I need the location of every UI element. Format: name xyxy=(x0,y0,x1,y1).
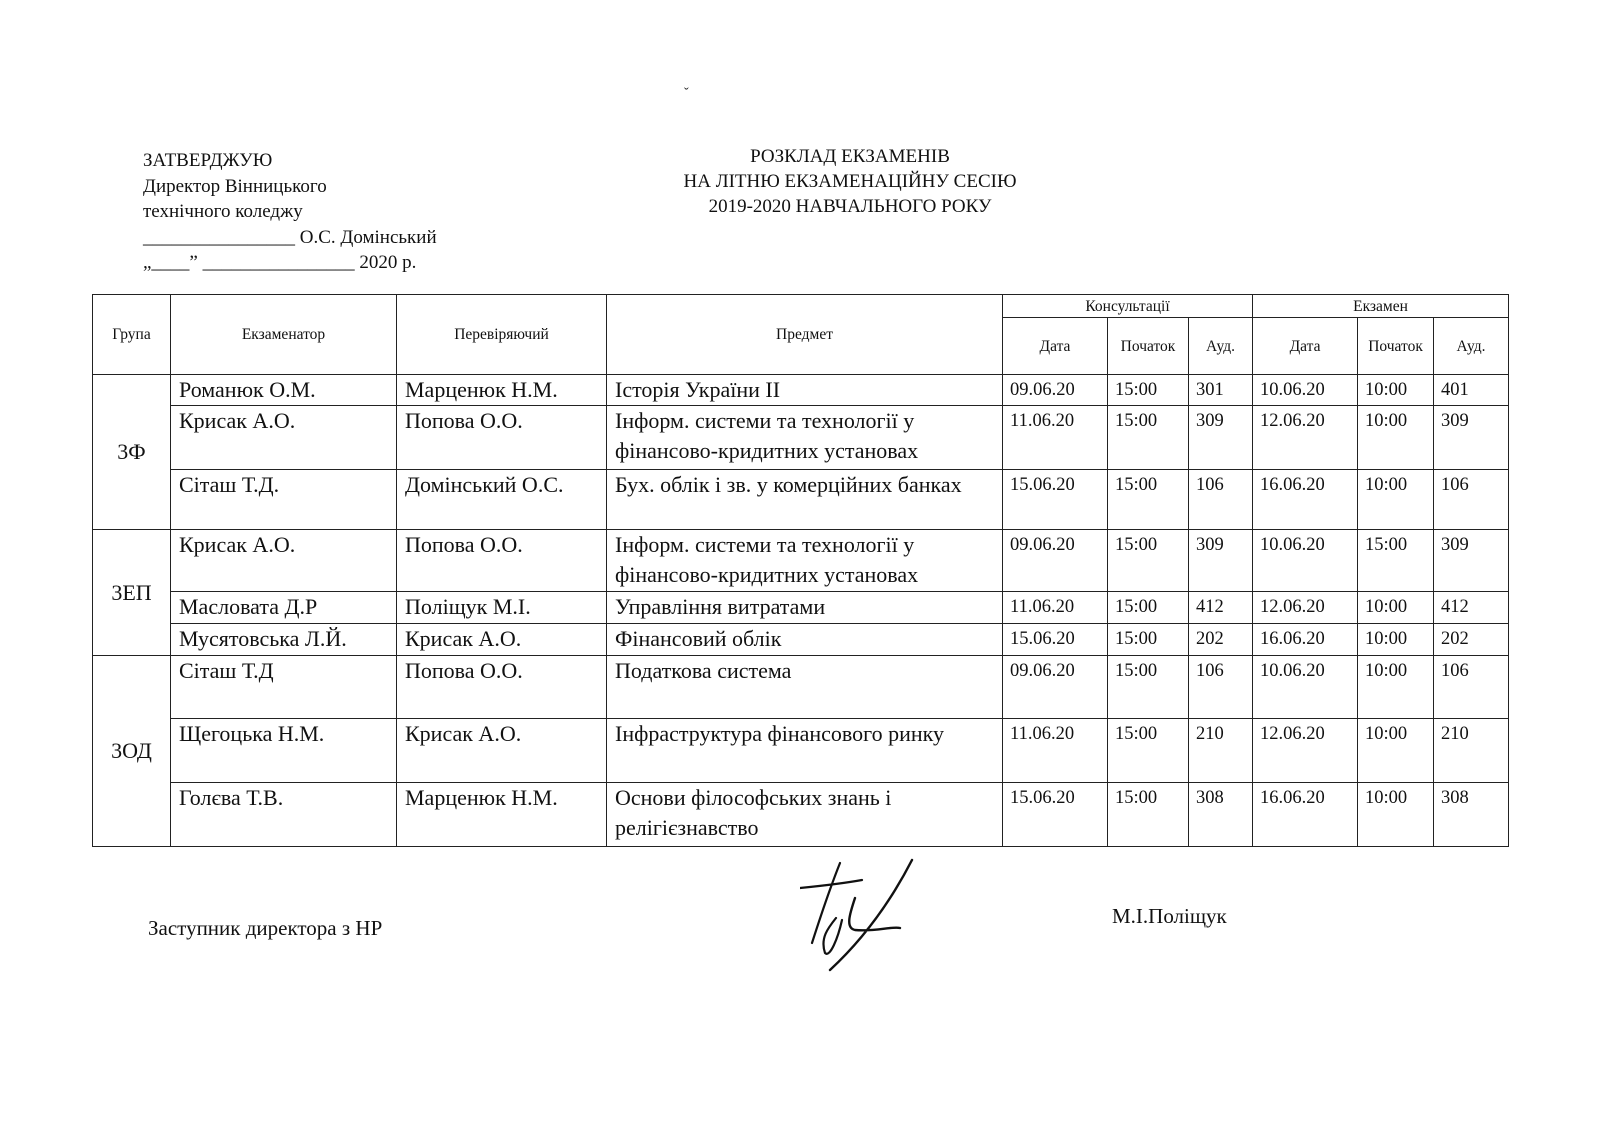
exam-time-cell: 10:00 xyxy=(1358,470,1434,530)
exam-time-cell: 10:00 xyxy=(1358,406,1434,470)
title-line-1: РОЗКЛАД ЕКЗАМЕНІВ xyxy=(750,146,950,167)
scan-mark: ˇ xyxy=(684,86,689,101)
checker-cell: Крисак А.О. xyxy=(397,624,607,656)
examiner-cell: Крисак А.О. xyxy=(171,530,397,592)
approval-block xyxy=(143,148,523,276)
examiner-cell: Голєва Т.В. xyxy=(171,783,397,847)
exam-room-cell: 106 xyxy=(1434,656,1509,719)
subject-cell: Інформ. системи та технології у фінансово-кридитних установах xyxy=(607,406,1003,470)
approval-date-line: „____” ________________ 2020 р. xyxy=(143,252,417,273)
examiner-cell: Мусятовська Л.Й. xyxy=(171,624,397,656)
checker-cell: Поліщук М.І. xyxy=(397,592,607,624)
exam-date-cell: 12.06.20 xyxy=(1253,406,1358,470)
consult-date-cell: 11.06.20 xyxy=(1003,406,1108,470)
table-row xyxy=(93,375,1509,406)
header-examiner: Екзаменатор xyxy=(171,295,397,375)
consult-room-cell: 301 xyxy=(1189,375,1253,406)
examiner-cell: Сіташ Т.Д xyxy=(171,656,397,719)
title-line-3: 2019-2020 НАВЧАЛЬНОГО РОКУ xyxy=(708,196,992,217)
group-cell: 3Ф xyxy=(93,375,171,530)
exam-schedule-table xyxy=(92,294,1509,847)
approval-signature-line: ________________ О.С. Домінський xyxy=(143,226,437,248)
consult-date-cell: 11.06.20 xyxy=(1003,719,1108,783)
consult-date-cell: 11.06.20 xyxy=(1003,592,1108,624)
header-consultations: Консультації xyxy=(1003,295,1253,318)
exam-time-cell: 10:00 xyxy=(1358,624,1434,656)
consult-room-cell: 309 xyxy=(1189,530,1253,592)
table-row xyxy=(93,592,1509,624)
header-consult-room: Ауд. xyxy=(1189,318,1253,375)
header-consult-date: Дата xyxy=(1003,318,1108,375)
consult-time-cell: 15:00 xyxy=(1108,656,1189,719)
table-row xyxy=(93,530,1509,592)
checker-cell: Попова О.О. xyxy=(397,406,607,470)
signatory-name: М.І.Поліщук xyxy=(1112,904,1227,928)
consult-date-cell: 15.06.20 xyxy=(1003,783,1108,847)
examiner-cell: Романюк О.М. xyxy=(171,375,397,406)
checker-cell: Домінський О.С. xyxy=(397,470,607,530)
consult-time-cell: 15:00 xyxy=(1108,470,1189,530)
examiner-cell: Щегоцька Н.М. xyxy=(171,719,397,783)
checker-cell: Попова О.О. xyxy=(397,656,607,719)
examiner-cell: Крисак А.О. xyxy=(171,406,397,470)
approval-heading: ЗАТВЕРДЖУЮ xyxy=(143,150,273,171)
subject-cell: Інформ. системи та технології у фінансово-кридитних установах xyxy=(607,530,1003,592)
checker-cell: Марценюк Н.М. xyxy=(397,375,607,406)
exam-time-cell: 15:00 xyxy=(1358,530,1434,592)
subject-cell: Інфраструктура фінансового ринку xyxy=(607,719,1003,783)
exam-date-cell: 12.06.20 xyxy=(1253,592,1358,624)
checker-cell: Марценюк Н.М. xyxy=(397,783,607,847)
exam-room-cell: 308 xyxy=(1434,783,1509,847)
checker-cell: Крисак А.О. xyxy=(397,719,607,783)
subject-cell: Фінансовий облік xyxy=(607,624,1003,656)
signature-mark xyxy=(800,858,940,978)
exam-time-cell: 10:00 xyxy=(1358,656,1434,719)
exam-date-cell: 10.06.20 xyxy=(1253,530,1358,592)
exam-room-cell: 412 xyxy=(1434,592,1509,624)
examiner-cell: Масловата Д.Р xyxy=(171,592,397,624)
consult-time-cell: 15:00 xyxy=(1108,783,1189,847)
subject-cell: Управління витратами xyxy=(607,592,1003,624)
consult-date-cell: 09.06.20 xyxy=(1003,656,1108,719)
table-row xyxy=(93,719,1509,783)
header-consult-start: Початок xyxy=(1108,318,1189,375)
title-line-2: НА ЛІТНЮ ЕКЗАМЕНАЦІЙНУ СЕСІЮ xyxy=(683,171,1017,192)
table-row xyxy=(93,406,1509,470)
exam-room-cell: 106 xyxy=(1434,470,1509,530)
header-exam-start: Початок xyxy=(1358,318,1434,375)
exam-time-cell: 10:00 xyxy=(1358,783,1434,847)
consult-time-cell: 15:00 xyxy=(1108,375,1189,406)
exam-date-cell: 12.06.20 xyxy=(1253,719,1358,783)
document-title xyxy=(640,144,1060,219)
consult-time-cell: 15:00 xyxy=(1108,624,1189,656)
examiner-cell: Сіташ Т.Д. xyxy=(171,470,397,530)
table-row xyxy=(93,783,1509,847)
header-exam-room: Ауд. xyxy=(1434,318,1509,375)
consult-date-cell: 15.06.20 xyxy=(1003,624,1108,656)
header-exam-date: Дата xyxy=(1253,318,1358,375)
consult-room-cell: 412 xyxy=(1189,592,1253,624)
exam-date-cell: 16.06.20 xyxy=(1253,783,1358,847)
consult-date-cell: 15.06.20 xyxy=(1003,470,1108,530)
consult-date-cell: 09.06.20 xyxy=(1003,375,1108,406)
subject-cell: Основи філософських знань і релігієзнавство xyxy=(607,783,1003,847)
consult-room-cell: 106 xyxy=(1189,470,1253,530)
consult-time-cell: 15:00 xyxy=(1108,530,1189,592)
subject-cell: Податкова система xyxy=(607,656,1003,719)
table-row xyxy=(93,656,1509,719)
exam-room-cell: 202 xyxy=(1434,624,1509,656)
exam-room-cell: 309 xyxy=(1434,406,1509,470)
exam-room-cell: 401 xyxy=(1434,375,1509,406)
consult-room-cell: 106 xyxy=(1189,656,1253,719)
exam-time-cell: 10:00 xyxy=(1358,592,1434,624)
header-subject: Предмет xyxy=(607,295,1003,375)
approval-position: Директор Вінницького xyxy=(143,175,327,197)
approval-institution: технічного коледжу xyxy=(143,201,303,222)
header-exam: Екзамен xyxy=(1253,295,1509,318)
subject-cell: Бух. облік і зв. у комерційних банках xyxy=(607,470,1003,530)
exam-time-cell: 10:00 xyxy=(1358,719,1434,783)
exam-time-cell: 10:00 xyxy=(1358,375,1434,406)
consult-time-cell: 15:00 xyxy=(1108,406,1189,470)
header-checker: Перевіряючий xyxy=(397,295,607,375)
exam-room-cell: 309 xyxy=(1434,530,1509,592)
consult-date-cell: 09.06.20 xyxy=(1003,530,1108,592)
table-row xyxy=(93,624,1509,656)
consult-time-cell: 15:00 xyxy=(1108,719,1189,783)
group-cell: 3ЕП xyxy=(93,530,171,656)
exam-date-cell: 10.06.20 xyxy=(1253,375,1358,406)
consult-room-cell: 309 xyxy=(1189,406,1253,470)
header-group: Група xyxy=(93,295,171,375)
checker-cell: Попова О.О. xyxy=(397,530,607,592)
exam-room-cell: 210 xyxy=(1434,719,1509,783)
exam-date-cell: 16.06.20 xyxy=(1253,470,1358,530)
exam-date-cell: 16.06.20 xyxy=(1253,624,1358,656)
signatory-position: Заступник директора з НР xyxy=(148,916,383,940)
consult-room-cell: 210 xyxy=(1189,719,1253,783)
table-row xyxy=(93,470,1509,530)
consult-room-cell: 308 xyxy=(1189,783,1253,847)
consult-time-cell: 15:00 xyxy=(1108,592,1189,624)
consult-room-cell: 202 xyxy=(1189,624,1253,656)
group-cell: 3ОД xyxy=(93,656,171,847)
exam-date-cell: 10.06.20 xyxy=(1253,656,1358,719)
subject-cell: Історія України ІІ xyxy=(607,375,1003,406)
